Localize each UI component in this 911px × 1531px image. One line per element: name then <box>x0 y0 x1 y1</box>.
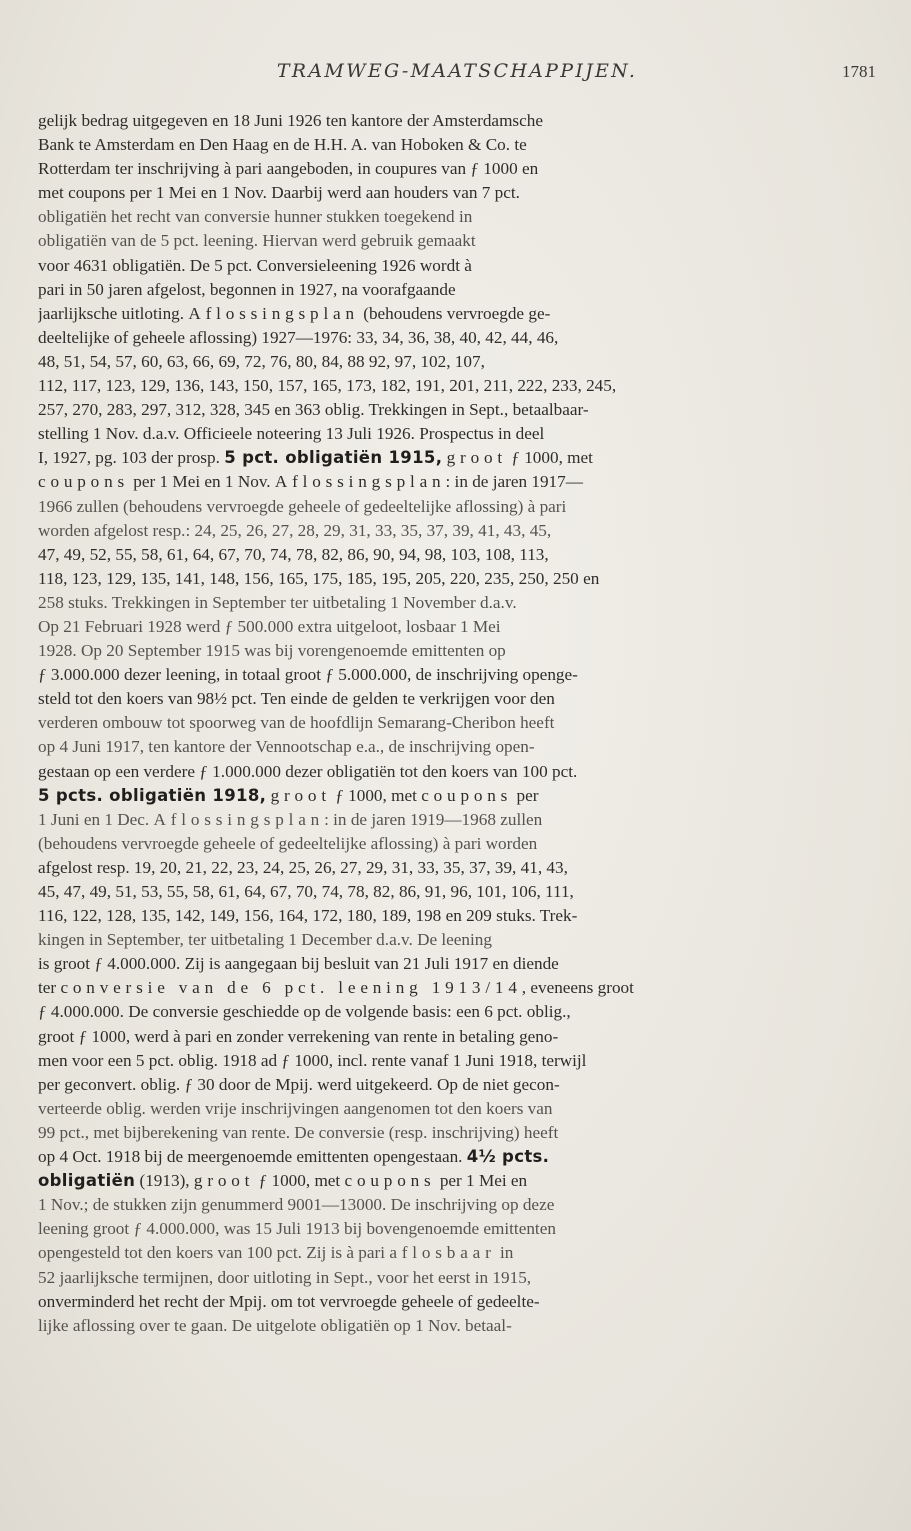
text-segment: 258 stuks. Trekkingen in September ter uitbetaling 1 November d.a.v. <box>38 592 517 612</box>
page-title: TRAMWEG-MAATSCHAPPIJEN. <box>276 60 638 82</box>
text-line <box>38 278 872 302</box>
text-segment: voor 4631 obligatiën. De 5 pct. Conversieleening 1926 wordt à <box>38 255 472 275</box>
text-line <box>38 422 872 446</box>
text-line <box>38 976 872 1000</box>
text-line <box>38 735 872 759</box>
text-segment: men voor een 5 pct. oblig. 1918 ad ƒ 1000, incl. rente vanaf 1 Juni 1918, terwijl <box>38 1050 587 1070</box>
text-line <box>38 1121 872 1145</box>
spaced-text-segment: aflosbaar <box>389 1243 496 1263</box>
spaced-text-segment: Aflossingsplan <box>153 809 325 829</box>
text-segment: opengesteld tot den koers van 100 pct. Zij is à pari <box>38 1243 390 1263</box>
text-segment: 1 Juni en 1 Dec. <box>38 809 154 829</box>
text-segment: verderen ombouw tot spoorweg van de hoofdlijn Semarang-Cheribon heeft <box>38 713 555 733</box>
text-segment: 48, 51, 54, 57, 60, 63, 66, 69, 72, 76, 80, 84, 88 92, 97, 102, 107, <box>38 351 485 371</box>
text-line <box>38 567 872 591</box>
text-segment: obligatiën van de 5 pct. leening. Hiervan werd gebruik gemaakt <box>38 231 476 251</box>
text-segment: per geconvert. oblig. ƒ 30 door de Mpij. werd uitgekeerd. Op de niet gecon- <box>38 1074 560 1094</box>
spaced-text-segment: Aflossingsplan <box>188 303 359 323</box>
text-segment: per <box>512 785 539 805</box>
text-line <box>38 952 872 976</box>
text-line <box>38 470 872 494</box>
text-line <box>38 832 872 856</box>
text-segment: Bank te Amsterdam en Den Haag en de H.H. A. van Hoboken & Co. te <box>38 135 527 155</box>
text-segment: 118, 123, 129, 135, 141, 148, 156, 165, 175, 185, 195, 205, 220, 235, 250, 250 en <box>38 568 600 588</box>
text-segment: groot ƒ 1000, werd à pari en zonder verrekening van rente in betaling geno- <box>38 1026 559 1046</box>
spaced-text-segment: Aflossingsplan <box>274 472 446 492</box>
text-line <box>38 808 872 832</box>
text-line <box>38 1290 872 1314</box>
text-line <box>38 1145 872 1169</box>
text-segment: deeltelijke of geheele aflossing) 1927—1976: 33, 34, 36, 38, 40, 42, 44, 46, <box>38 327 559 347</box>
page-number: 1781 <box>842 62 876 81</box>
text-segment: worden afgelost resp.: 24, 25, 26, 27, 28, 29, 31, 33, 35, 37, 39, 41, 43, 45, <box>38 520 552 540</box>
text-segment: ƒ 1000, met <box>507 448 593 468</box>
text-line <box>38 519 872 543</box>
text-line <box>38 205 872 229</box>
text-line <box>38 495 872 519</box>
text-line <box>38 254 872 278</box>
text-segment: ƒ 4.000.000. De conversie geschiedde op de volgende basis: een 6 pct. oblig., <box>38 1002 571 1022</box>
text-segment: ter <box>38 978 61 998</box>
body-text <box>38 109 872 1338</box>
text-segment: , eveneens groot <box>521 978 634 998</box>
text-line <box>38 928 872 952</box>
text-segment: jaarlijksche uitloting. <box>38 303 189 323</box>
text-line <box>38 133 872 157</box>
text-segment: steld tot den koers van 98½ pct. Ten einde de gelden te verkrijgen voor den <box>38 689 555 709</box>
text-segment: 116, 122, 128, 135, 142, 149, 156, 164, 172, 180, 189, 198 en 209 stuks. Trek- <box>38 906 578 926</box>
text-segment: op 4 Oct. 1918 bij de meergenoemde emittenten opengestaan. <box>38 1147 467 1167</box>
text-line <box>38 181 872 205</box>
text-segment: obligatiën het recht van conversie hunner stukken toegekend in <box>38 207 473 227</box>
text-line <box>38 663 872 687</box>
text-line <box>38 374 872 398</box>
text-line <box>38 1025 872 1049</box>
spaced-text-segment: coupons <box>344 1171 436 1191</box>
bold-heading-segment: 5 pct. obligatiën 1915, <box>224 448 443 468</box>
text-segment: 52 jaarlijksche termijnen, door uitloting in Sept., voor het eerst in 1915, <box>38 1267 532 1287</box>
text-line <box>38 591 872 615</box>
text-segment: : in de jaren 1919—1968 zullen <box>324 809 543 829</box>
text-line <box>38 398 872 422</box>
text-segment: 45, 47, 49, 51, 53, 55, 58, 61, 64, 67, 70, 74, 78, 82, 86, 91, 96, 101, 106, 111, <box>38 882 574 901</box>
text-segment: op 4 Juni 1917, ten kantore der Vennootschap e.a., de inschrijving open- <box>38 737 535 757</box>
text-line <box>38 109 872 133</box>
text-line <box>38 302 872 326</box>
text-segment: 1928. Op 20 September 1915 was bij vorengenoemde emittenten op <box>38 641 506 661</box>
text-segment: (behoudens vervroegde geheele of gedeeltelijke aflossing) à pari worden <box>38 833 538 853</box>
text-segment: leening groot ƒ 4.000.000, was 15 Juli 1913 bij bovengenoemde emittenten <box>38 1219 556 1239</box>
text-line <box>38 856 872 880</box>
text-segment: ƒ 3.000.000 dezer leening, in totaal groot ƒ 5.000.000, de inschrijving openge- <box>38 665 578 685</box>
text-line <box>38 543 872 567</box>
text-line <box>38 157 872 181</box>
text-line <box>38 1217 872 1241</box>
text-line <box>38 760 872 784</box>
text-segment: Rotterdam ter inschrijving à pari aangeboden, in coupures van ƒ 1000 en <box>38 159 539 179</box>
text-line <box>38 615 872 639</box>
text-line <box>38 1073 872 1097</box>
text-segment: 1 Nov.; de stukken zijn genummerd 9001—13000. De inschrijving op deze <box>38 1195 555 1215</box>
text-line <box>38 326 872 350</box>
text-segment: per 1 Mei en <box>435 1171 528 1191</box>
text-line <box>38 1097 872 1121</box>
text-segment: 47, 49, 52, 55, 58, 61, 64, 67, 70, 74, 78, 82, 86, 90, 94, 98, 103, 108, 113, <box>38 544 549 564</box>
text-segment: : in de jaren 1917— <box>445 472 583 492</box>
text-segment: lijke aflossing over te gaan. De uitgelote obligatiën op 1 Nov. betaal- <box>38 1315 512 1335</box>
text-segment: 257, 270, 283, 297, 312, 328, 345 en 363 oblig. Trekkingen in Sept., betaalbaar- <box>38 400 589 420</box>
text-line <box>38 904 872 928</box>
text-segment: 112, 117, 123, 129, 136, 143, 150, 157, 165, 173, 182, 191, 201, 211, 222, 233, 245, <box>38 376 617 396</box>
bold-heading-segment: obligatiën <box>38 1171 136 1191</box>
text-segment: met coupons per 1 Mei en 1 Nov. Daarbij werd aan houders van 7 pct. <box>38 183 520 203</box>
text-segment: gelijk bedrag uitgegeven en 18 Juni 1926 ten kantore der Amsterdamsche <box>38 111 543 130</box>
text-segment: (1913), <box>135 1171 194 1191</box>
text-line <box>38 446 872 470</box>
spaced-text-segment: groot <box>446 448 507 468</box>
text-segment: stelling 1 Nov. d.a.v. Officieele noteering 13 Juli 1926. Prospectus in deel <box>38 424 545 444</box>
bold-heading-segment: 5 pcts. obligatiën 1918, <box>38 785 267 805</box>
spaced-text-segment: groot <box>270 785 331 805</box>
spaced-text-segment: groot <box>193 1171 255 1191</box>
text-segment: ƒ 1000, met <box>330 785 422 805</box>
text-segment: in <box>495 1243 514 1263</box>
text-line <box>38 1193 872 1217</box>
text-segment: 99 pct., met bijberekening van rente. De conversie (resp. inschrijving) heeft <box>38 1122 559 1142</box>
text-line <box>38 784 872 808</box>
text-segment: gestaan op een verdere ƒ 1.000.000 dezer obligatiën tot den koers van 100 pct. <box>38 761 578 781</box>
running-head <box>38 60 876 90</box>
text-line <box>38 687 872 711</box>
text-line <box>38 1000 872 1024</box>
text-segment: I, 1927, pg. 103 der prosp. <box>38 448 225 468</box>
spaced-text-segment: coupons <box>421 785 513 805</box>
text-segment: kingen in September, ter uitbetaling 1 December d.a.v. De leening <box>38 930 492 950</box>
text-line <box>38 350 872 374</box>
text-segment: (behoudens vervroegde ge- <box>358 303 551 323</box>
text-line <box>38 1049 872 1073</box>
text-segment: ƒ 1000, met <box>254 1171 345 1191</box>
text-segment: afgelost resp. 19, 20, 21, 22, 23, 24, 25, 26, 27, 29, 31, 33, 35, 37, 39, 41, 43, <box>38 857 568 877</box>
text-line <box>38 1266 872 1290</box>
text-line <box>38 1314 872 1338</box>
text-line <box>38 639 872 663</box>
text-line <box>38 880 872 904</box>
text-line <box>38 1241 872 1265</box>
text-segment: pari in 50 jaren afgelost, begonnen in 1927, na voorafgaande <box>38 279 456 299</box>
text-segment: 1966 zullen (behoudens vervroegde geheele of gedeeltelijke aflossing) à pari <box>38 496 567 516</box>
spaced-text-segment: conversie van de 6 pct. leening 1913/14 <box>60 978 522 998</box>
text-segment: Op 21 Februari 1928 werd ƒ 500.000 extra uitgeloot, losbaar 1 Mei <box>38 616 501 636</box>
text-segment: is groot ƒ 4.000.000. Zij is aangegaan bij besluit van 21 Juli 1917 en diende <box>38 954 559 974</box>
text-line <box>38 711 872 735</box>
bold-heading-segment: 4½ pcts. <box>466 1147 550 1167</box>
text-line <box>38 229 872 253</box>
text-segment: per 1 Mei en 1 Nov. <box>129 472 275 492</box>
text-segment: onverminderd het recht der Mpij. om tot vervroegde geheele of gedeelte- <box>38 1291 540 1311</box>
text-segment: verteerde oblig. werden vrije inschrijvingen aangenomen tot den koers van <box>38 1098 553 1118</box>
text-line <box>38 1169 872 1193</box>
spaced-text-segment: coupons <box>38 472 129 492</box>
